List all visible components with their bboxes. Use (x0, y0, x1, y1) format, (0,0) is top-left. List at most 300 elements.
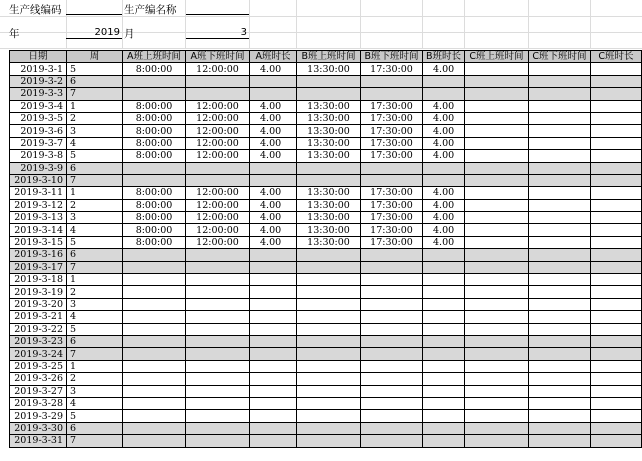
cell-a-end[interactable] (186, 422, 250, 434)
cell-c-start[interactable] (465, 360, 529, 372)
cell-b-start[interactable] (297, 261, 361, 273)
cell-a-end[interactable] (186, 88, 250, 100)
cell-c-duration[interactable] (591, 112, 642, 124)
cell-a-end[interactable] (186, 323, 250, 335)
cell-a-end[interactable]: 12:00:00 (186, 224, 250, 236)
cell-a-end[interactable] (186, 397, 250, 409)
cell-b-duration[interactable]: 4.00 (423, 137, 465, 149)
cell-date[interactable]: 2019-3-24 (10, 348, 67, 360)
cell-a-duration[interactable] (250, 397, 297, 409)
cell-a-start[interactable] (123, 373, 186, 385)
cell-b-start[interactable] (297, 373, 361, 385)
cell-a-duration[interactable] (250, 298, 297, 310)
cell-a-end[interactable]: 12:00:00 (186, 212, 250, 224)
cell-b-end[interactable]: 17:30:00 (361, 199, 423, 211)
column-header-b-duration[interactable]: B班时长 (423, 51, 465, 63)
cell-c-duration[interactable] (591, 162, 642, 174)
cell-date[interactable]: 2019-3-11 (10, 187, 67, 199)
cell-c-end[interactable] (529, 422, 591, 434)
cell-b-start[interactable] (297, 348, 361, 360)
cell-b-start[interactable] (297, 298, 361, 310)
cell-a-end[interactable] (186, 435, 250, 447)
cell-c-start[interactable] (465, 137, 529, 149)
cell-c-duration[interactable] (591, 249, 642, 261)
cell-c-end[interactable] (529, 199, 591, 211)
cell-a-duration[interactable] (250, 75, 297, 87)
cell-date[interactable]: 2019-3-13 (10, 212, 67, 224)
cell-date[interactable]: 2019-3-7 (10, 137, 67, 149)
cell-b-end[interactable] (361, 435, 423, 447)
cell-b-start[interactable]: 13:30:00 (297, 112, 361, 124)
cell-a-end[interactable]: 12:00:00 (186, 199, 250, 211)
cell-c-start[interactable] (465, 298, 529, 310)
cell-b-end[interactable]: 17:30:00 (361, 236, 423, 248)
cell-c-duration[interactable] (591, 224, 642, 236)
cell-b-duration[interactable] (423, 360, 465, 372)
cell-b-start[interactable]: 13:30:00 (297, 224, 361, 236)
cell-a-end[interactable]: 12:00:00 (186, 137, 250, 149)
cell-weekday[interactable]: 5 (67, 323, 123, 335)
cell-a-start[interactable]: 8:00:00 (123, 137, 186, 149)
cell-b-start[interactable] (297, 385, 361, 397)
cell-b-end[interactable] (361, 261, 423, 273)
cell-c-end[interactable] (529, 410, 591, 422)
cell-weekday[interactable]: 7 (67, 435, 123, 447)
cell-b-start[interactable] (297, 174, 361, 186)
cell-a-start[interactable] (123, 75, 186, 87)
cell-b-end[interactable] (361, 311, 423, 323)
cell-a-duration[interactable]: 4.00 (250, 100, 297, 112)
cell-c-duration[interactable] (591, 323, 642, 335)
cell-a-duration[interactable] (250, 162, 297, 174)
cell-b-start[interactable] (297, 75, 361, 87)
cell-b-end[interactable] (361, 286, 423, 298)
cell-b-end[interactable] (361, 274, 423, 286)
cell-c-end[interactable] (529, 286, 591, 298)
cell-b-end[interactable] (361, 335, 423, 347)
line-code-field[interactable] (66, 2, 122, 15)
cell-c-start[interactable] (465, 335, 529, 347)
cell-b-duration[interactable]: 4.00 (423, 63, 465, 75)
cell-b-duration[interactable] (423, 249, 465, 261)
cell-weekday[interactable]: 4 (67, 397, 123, 409)
cell-b-start[interactable] (297, 410, 361, 422)
cell-weekday[interactable]: 5 (67, 236, 123, 248)
cell-c-end[interactable] (529, 274, 591, 286)
cell-c-duration[interactable] (591, 422, 642, 434)
cell-a-start[interactable] (123, 274, 186, 286)
cell-a-start[interactable] (123, 261, 186, 273)
cell-c-start[interactable] (465, 410, 529, 422)
cell-a-end[interactable] (186, 385, 250, 397)
cell-b-duration[interactable] (423, 88, 465, 100)
cell-date[interactable]: 2019-3-20 (10, 298, 67, 310)
cell-a-end[interactable] (186, 348, 250, 360)
cell-c-duration[interactable] (591, 63, 642, 75)
cell-b-start[interactable]: 13:30:00 (297, 100, 361, 112)
cell-weekday[interactable]: 1 (67, 100, 123, 112)
cell-a-start[interactable] (123, 422, 186, 434)
cell-a-duration[interactable] (250, 286, 297, 298)
cell-b-duration[interactable]: 4.00 (423, 236, 465, 248)
cell-a-duration[interactable] (250, 274, 297, 286)
cell-a-end[interactable] (186, 360, 250, 372)
cell-date[interactable]: 2019-3-31 (10, 435, 67, 447)
cell-b-duration[interactable] (423, 311, 465, 323)
cell-date[interactable]: 2019-3-10 (10, 174, 67, 186)
cell-date[interactable]: 2019-3-8 (10, 150, 67, 162)
cell-b-start[interactable] (297, 397, 361, 409)
cell-c-start[interactable] (465, 274, 529, 286)
cell-weekday[interactable]: 6 (67, 335, 123, 347)
cell-b-end[interactable] (361, 298, 423, 310)
cell-date[interactable]: 2019-3-21 (10, 311, 67, 323)
cell-a-duration[interactable]: 4.00 (250, 112, 297, 124)
cell-b-start[interactable] (297, 249, 361, 261)
cell-date[interactable]: 2019-3-12 (10, 199, 67, 211)
cell-c-end[interactable] (529, 373, 591, 385)
cell-b-start[interactable] (297, 286, 361, 298)
cell-a-duration[interactable] (250, 311, 297, 323)
cell-b-duration[interactable] (423, 274, 465, 286)
cell-weekday[interactable]: 6 (67, 249, 123, 261)
cell-b-start[interactable] (297, 435, 361, 447)
cell-a-duration[interactable]: 4.00 (250, 63, 297, 75)
cell-c-end[interactable] (529, 75, 591, 87)
cell-date[interactable]: 2019-3-6 (10, 125, 67, 137)
column-header-date[interactable]: 日期 (10, 51, 67, 63)
cell-c-end[interactable] (529, 187, 591, 199)
cell-b-end[interactable] (361, 397, 423, 409)
cell-b-start[interactable] (297, 88, 361, 100)
cell-a-end[interactable] (186, 75, 250, 87)
cell-weekday[interactable]: 7 (67, 174, 123, 186)
cell-a-duration[interactable]: 4.00 (250, 125, 297, 137)
cell-weekday[interactable]: 1 (67, 274, 123, 286)
cell-date[interactable]: 2019-3-29 (10, 410, 67, 422)
cell-c-end[interactable] (529, 236, 591, 248)
cell-a-end[interactable]: 12:00:00 (186, 150, 250, 162)
cell-a-start[interactable]: 8:00:00 (123, 150, 186, 162)
cell-c-duration[interactable] (591, 360, 642, 372)
cell-a-start[interactable] (123, 323, 186, 335)
cell-a-duration[interactable]: 4.00 (250, 150, 297, 162)
cell-b-start[interactable]: 13:30:00 (297, 212, 361, 224)
cell-b-duration[interactable] (423, 422, 465, 434)
cell-c-start[interactable] (465, 150, 529, 162)
cell-a-start[interactable] (123, 162, 186, 174)
cell-b-end[interactable]: 17:30:00 (361, 224, 423, 236)
cell-a-end[interactable] (186, 261, 250, 273)
cell-b-duration[interactable]: 4.00 (423, 100, 465, 112)
cell-a-end[interactable]: 12:00:00 (186, 63, 250, 75)
cell-b-duration[interactable]: 4.00 (423, 125, 465, 137)
cell-b-end[interactable]: 17:30:00 (361, 137, 423, 149)
column-header-a-duration[interactable]: A班时长 (250, 51, 297, 63)
cell-weekday[interactable]: 3 (67, 125, 123, 137)
cell-c-end[interactable] (529, 397, 591, 409)
cell-b-end[interactable] (361, 385, 423, 397)
cell-b-duration[interactable] (423, 335, 465, 347)
cell-c-start[interactable] (465, 323, 529, 335)
cell-c-duration[interactable] (591, 236, 642, 248)
cell-a-end[interactable] (186, 174, 250, 186)
year-field[interactable]: 2019 (66, 26, 122, 39)
cell-a-duration[interactable] (250, 174, 297, 186)
cell-c-end[interactable] (529, 311, 591, 323)
cell-weekday[interactable]: 2 (67, 286, 123, 298)
cell-b-duration[interactable] (423, 174, 465, 186)
cell-a-start[interactable]: 8:00:00 (123, 100, 186, 112)
cell-b-end[interactable] (361, 75, 423, 87)
cell-c-duration[interactable] (591, 125, 642, 137)
cell-b-start[interactable] (297, 274, 361, 286)
cell-c-duration[interactable] (591, 348, 642, 360)
cell-c-duration[interactable] (591, 385, 642, 397)
cell-b-start[interactable]: 13:30:00 (297, 125, 361, 137)
cell-b-duration[interactable]: 4.00 (423, 187, 465, 199)
cell-b-duration[interactable] (423, 397, 465, 409)
cell-c-duration[interactable] (591, 75, 642, 87)
cell-a-end[interactable] (186, 274, 250, 286)
cell-b-start[interactable]: 13:30:00 (297, 187, 361, 199)
cell-c-start[interactable] (465, 112, 529, 124)
cell-a-start[interactable]: 8:00:00 (123, 224, 186, 236)
cell-c-duration[interactable] (591, 174, 642, 186)
cell-a-start[interactable] (123, 298, 186, 310)
cell-c-duration[interactable] (591, 435, 642, 447)
cell-weekday[interactable]: 6 (67, 422, 123, 434)
cell-b-duration[interactable] (423, 261, 465, 273)
cell-a-duration[interactable] (250, 422, 297, 434)
cell-a-duration[interactable] (250, 385, 297, 397)
cell-c-start[interactable] (465, 311, 529, 323)
cell-c-end[interactable] (529, 112, 591, 124)
column-header-c-end[interactable]: C班下班时间 (529, 51, 591, 63)
cell-c-start[interactable] (465, 162, 529, 174)
cell-c-duration[interactable] (591, 286, 642, 298)
cell-a-start[interactable] (123, 348, 186, 360)
cell-c-duration[interactable] (591, 187, 642, 199)
cell-c-end[interactable] (529, 224, 591, 236)
cell-date[interactable]: 2019-3-28 (10, 397, 67, 409)
cell-c-end[interactable] (529, 174, 591, 186)
cell-a-duration[interactable]: 4.00 (250, 187, 297, 199)
cell-a-duration[interactable] (250, 435, 297, 447)
cell-c-end[interactable] (529, 162, 591, 174)
cell-c-end[interactable] (529, 323, 591, 335)
cell-c-end[interactable] (529, 63, 591, 75)
cell-weekday[interactable]: 1 (67, 187, 123, 199)
cell-a-end[interactable]: 12:00:00 (186, 125, 250, 137)
cell-c-duration[interactable] (591, 261, 642, 273)
cell-b-end[interactable]: 17:30:00 (361, 63, 423, 75)
cell-b-end[interactable]: 17:30:00 (361, 187, 423, 199)
cell-a-duration[interactable]: 4.00 (250, 137, 297, 149)
cell-weekday[interactable]: 3 (67, 385, 123, 397)
cell-a-end[interactable]: 12:00:00 (186, 187, 250, 199)
cell-a-duration[interactable] (250, 88, 297, 100)
cell-date[interactable]: 2019-3-25 (10, 360, 67, 372)
cell-a-start[interactable] (123, 286, 186, 298)
cell-b-start[interactable]: 13:30:00 (297, 236, 361, 248)
cell-weekday[interactable]: 7 (67, 348, 123, 360)
cell-c-end[interactable] (529, 335, 591, 347)
cell-b-end[interactable] (361, 249, 423, 261)
cell-b-duration[interactable] (423, 286, 465, 298)
line-name-field[interactable] (186, 2, 249, 15)
cell-c-duration[interactable] (591, 373, 642, 385)
cell-a-duration[interactable] (250, 348, 297, 360)
cell-b-end[interactable]: 17:30:00 (361, 212, 423, 224)
cell-weekday[interactable]: 7 (67, 88, 123, 100)
cell-c-start[interactable] (465, 187, 529, 199)
cell-b-duration[interactable]: 4.00 (423, 112, 465, 124)
cell-b-start[interactable]: 13:30:00 (297, 150, 361, 162)
cell-date[interactable]: 2019-3-15 (10, 236, 67, 248)
cell-weekday[interactable]: 5 (67, 410, 123, 422)
cell-b-duration[interactable] (423, 298, 465, 310)
cell-date[interactable]: 2019-3-4 (10, 100, 67, 112)
cell-c-end[interactable] (529, 348, 591, 360)
cell-date[interactable]: 2019-3-1 (10, 63, 67, 75)
cell-a-start[interactable] (123, 249, 186, 261)
cell-b-end[interactable] (361, 348, 423, 360)
cell-b-duration[interactable] (423, 348, 465, 360)
cell-b-duration[interactable]: 4.00 (423, 150, 465, 162)
cell-c-start[interactable] (465, 224, 529, 236)
cell-c-duration[interactable] (591, 150, 642, 162)
cell-c-start[interactable] (465, 100, 529, 112)
cell-a-duration[interactable] (250, 410, 297, 422)
cell-a-start[interactable] (123, 410, 186, 422)
cell-c-end[interactable] (529, 137, 591, 149)
cell-a-start[interactable] (123, 385, 186, 397)
cell-a-duration[interactable]: 4.00 (250, 212, 297, 224)
cell-date[interactable]: 2019-3-22 (10, 323, 67, 335)
cell-c-duration[interactable] (591, 397, 642, 409)
cell-c-duration[interactable] (591, 274, 642, 286)
column-header-c-start[interactable]: C班上班时间 (465, 51, 529, 63)
cell-c-end[interactable] (529, 100, 591, 112)
cell-a-start[interactable]: 8:00:00 (123, 112, 186, 124)
cell-weekday[interactable]: 2 (67, 112, 123, 124)
cell-weekday[interactable]: 6 (67, 162, 123, 174)
cell-a-duration[interactable]: 4.00 (250, 224, 297, 236)
cell-c-start[interactable] (465, 397, 529, 409)
column-header-a-end[interactable]: A班下班时间 (186, 51, 250, 63)
cell-weekday[interactable]: 5 (67, 150, 123, 162)
cell-c-start[interactable] (465, 422, 529, 434)
cell-date[interactable]: 2019-3-17 (10, 261, 67, 273)
cell-b-duration[interactable]: 4.00 (423, 224, 465, 236)
cell-b-end[interactable] (361, 373, 423, 385)
column-header-b-start[interactable]: B班上班时间 (297, 51, 361, 63)
cell-a-duration[interactable] (250, 335, 297, 347)
column-header-c-duration[interactable]: C班时长 (591, 51, 642, 63)
cell-weekday[interactable]: 6 (67, 75, 123, 87)
cell-a-start[interactable]: 8:00:00 (123, 236, 186, 248)
cell-b-duration[interactable] (423, 162, 465, 174)
cell-a-duration[interactable] (250, 249, 297, 261)
cell-b-duration[interactable] (423, 323, 465, 335)
cell-date[interactable]: 2019-3-23 (10, 335, 67, 347)
cell-date[interactable]: 2019-3-26 (10, 373, 67, 385)
cell-a-end[interactable] (186, 298, 250, 310)
cell-c-start[interactable] (465, 348, 529, 360)
cell-c-start[interactable] (465, 199, 529, 211)
cell-c-end[interactable] (529, 360, 591, 372)
cell-b-duration[interactable] (423, 373, 465, 385)
cell-a-start[interactable] (123, 397, 186, 409)
cell-b-duration[interactable] (423, 385, 465, 397)
cell-a-start[interactable]: 8:00:00 (123, 125, 186, 137)
cell-b-end[interactable] (361, 174, 423, 186)
cell-c-duration[interactable] (591, 410, 642, 422)
cell-c-duration[interactable] (591, 335, 642, 347)
cell-weekday[interactable]: 2 (67, 199, 123, 211)
cell-c-end[interactable] (529, 249, 591, 261)
cell-c-start[interactable] (465, 261, 529, 273)
cell-b-start[interactable] (297, 422, 361, 434)
cell-b-end[interactable]: 17:30:00 (361, 112, 423, 124)
cell-c-duration[interactable] (591, 212, 642, 224)
column-header-a-start[interactable]: A班上班时间 (123, 51, 186, 63)
cell-c-start[interactable] (465, 249, 529, 261)
cell-c-start[interactable] (465, 63, 529, 75)
cell-a-start[interactable] (123, 88, 186, 100)
cell-b-start[interactable]: 13:30:00 (297, 63, 361, 75)
cell-b-start[interactable] (297, 323, 361, 335)
cell-date[interactable]: 2019-3-3 (10, 88, 67, 100)
column-header-weekday[interactable]: 周 (67, 51, 123, 63)
cell-a-start[interactable] (123, 174, 186, 186)
cell-c-start[interactable] (465, 236, 529, 248)
cell-c-duration[interactable] (591, 88, 642, 100)
cell-weekday[interactable]: 3 (67, 298, 123, 310)
cell-weekday[interactable]: 2 (67, 373, 123, 385)
cell-c-duration[interactable] (591, 311, 642, 323)
cell-a-start[interactable]: 8:00:00 (123, 63, 186, 75)
cell-a-start[interactable] (123, 360, 186, 372)
cell-a-end[interactable] (186, 373, 250, 385)
cell-a-duration[interactable] (250, 323, 297, 335)
cell-a-start[interactable] (123, 435, 186, 447)
cell-date[interactable]: 2019-3-18 (10, 274, 67, 286)
cell-a-duration[interactable] (250, 360, 297, 372)
cell-a-start[interactable] (123, 311, 186, 323)
cell-c-duration[interactable] (591, 137, 642, 149)
cell-b-start[interactable] (297, 311, 361, 323)
cell-c-duration[interactable] (591, 199, 642, 211)
cell-a-end[interactable]: 12:00:00 (186, 100, 250, 112)
cell-b-end[interactable] (361, 88, 423, 100)
cell-c-start[interactable] (465, 75, 529, 87)
cell-b-end[interactable]: 17:30:00 (361, 125, 423, 137)
cell-c-start[interactable] (465, 125, 529, 137)
cell-b-start[interactable] (297, 162, 361, 174)
column-header-b-end[interactable]: B班下班时间 (361, 51, 423, 63)
cell-b-end[interactable] (361, 422, 423, 434)
cell-b-start[interactable]: 13:30:00 (297, 199, 361, 211)
cell-date[interactable]: 2019-3-27 (10, 385, 67, 397)
cell-b-duration[interactable] (423, 75, 465, 87)
cell-date[interactable]: 2019-3-30 (10, 422, 67, 434)
cell-b-start[interactable]: 13:30:00 (297, 137, 361, 149)
cell-b-end[interactable]: 17:30:00 (361, 100, 423, 112)
cell-b-end[interactable] (361, 410, 423, 422)
cell-b-duration[interactable] (423, 410, 465, 422)
